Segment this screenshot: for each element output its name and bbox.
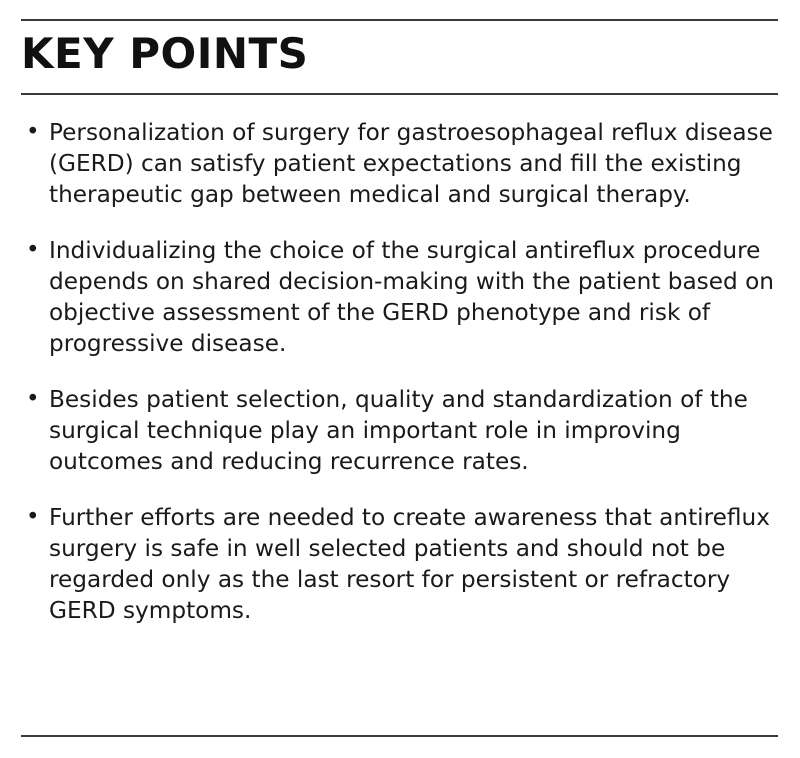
title-rule <box>21 93 778 95</box>
key-point-text: Personalization of surgery for gastroesophageal reflux disease (GERD) can satisfy patient expectations and fill the existing therapeutic gap between medical and surgical therapy. <box>49 119 773 208</box>
key-point <box>21 117 778 210</box>
key-point <box>21 384 778 477</box>
box-title: KEY POINTS <box>21 29 309 78</box>
bottom-rule <box>21 735 778 737</box>
bullet-icon: • <box>26 386 40 412</box>
bullet-icon: • <box>26 237 40 263</box>
key-point-text: Further efforts are needed to create awareness that antireflux surgery is safe in well selected patients and should not be regarded only as the last resort for persistent or refractory GERD symptoms. <box>49 504 770 624</box>
key-point-text: Individualizing the choice of the surgical antireflux procedure depends on shared decision-making with the patient based on objective assessment of the GERD phenotype and risk of progressive disease. <box>49 237 774 357</box>
top-rule <box>21 19 778 21</box>
key-points-list <box>21 117 778 651</box>
bullet-icon: • <box>26 504 40 530</box>
key-point <box>21 502 778 626</box>
key-point-text: Besides patient selection, quality and standardization of the surgical technique play an important role in improving outcomes and reducing recurrence rates. <box>49 386 748 475</box>
bullet-icon: • <box>26 119 40 145</box>
key-point <box>21 235 778 359</box>
